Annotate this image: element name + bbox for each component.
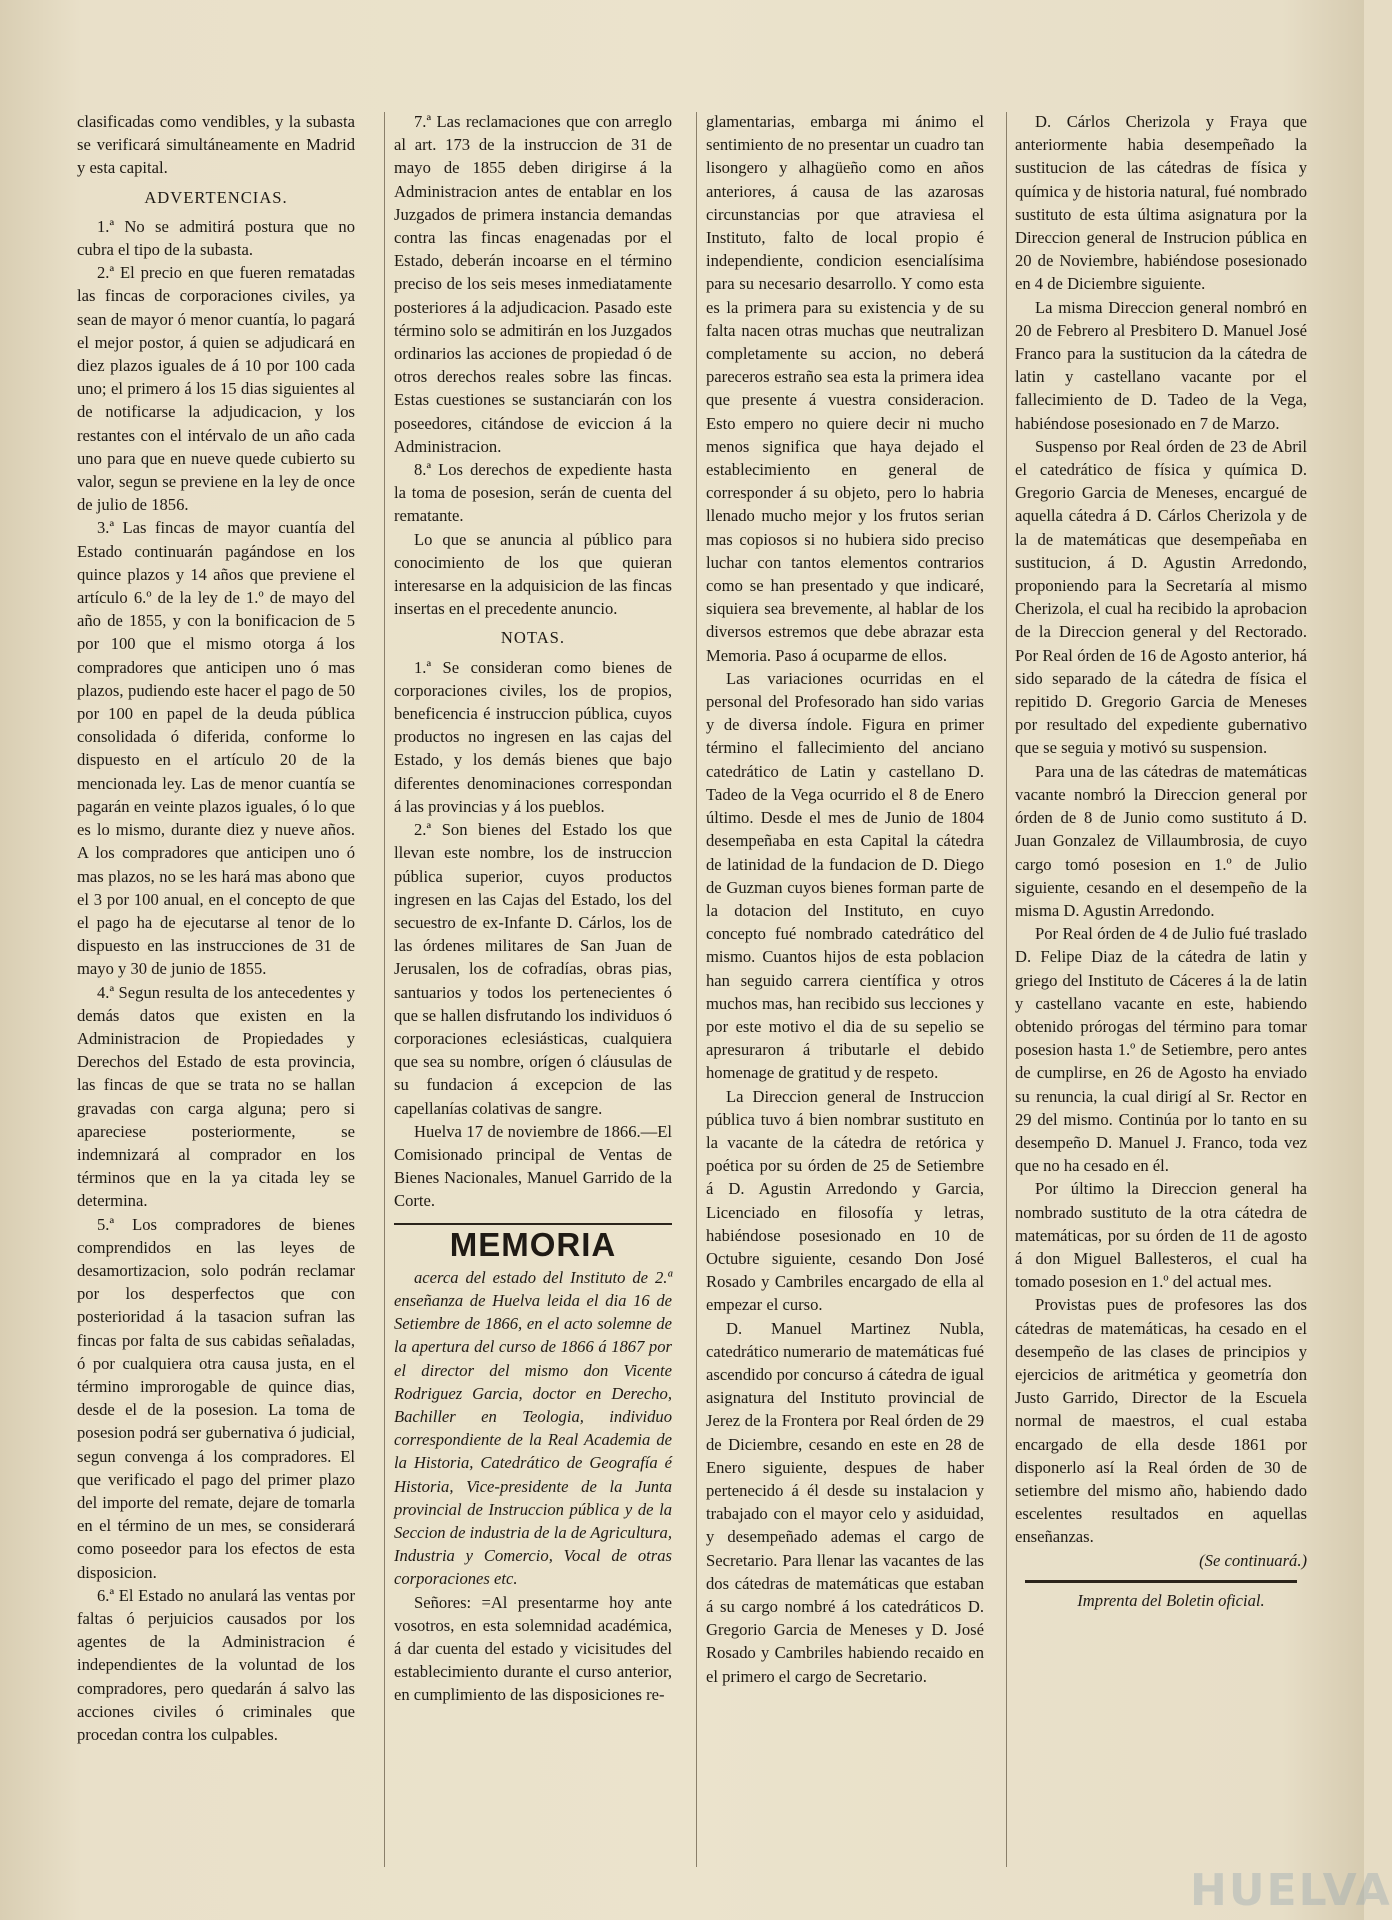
paragraph: 2.ª El precio en que fueren rematadas las fincas de corporaciones civiles, ya sean de mayor ó menor cuantía, lo pagará el mejor postor, á quien se adjudicará en diez plazos iguales de á 10 por 100 cada uno; el primero á los 15 dias siguientes al de notificarse la adjudicacion, y los restantes con el intérvalo de un año cada uno para que en nueve quede cubierto su valor, segun se previene en la ley de once de julio de 1856. xyxy=(77,263,355,515)
paragraph: Señores: =Al presentarme hoy ante vosotros, en esta solemnidad académica, á dar cuenta del estado y vicisitudes del establecimiento durante el curso anterior, en cumplimiento de las disposiciones re- xyxy=(394,1592,672,1705)
watermark: HUELVA xyxy=(1190,1865,1392,1916)
paragraph: Por Real órden de 4 de Julio fué traslado D. Felipe Diaz de la cátedra de latin y griego del Instituto de Cáceres á la de latin y castellano vacante en este, habiendo obtenido prórogas del término para tomar posesion hasta 1.º de Setiembre, pero antes de cumplirse, en 26 de Agosto ha enviado su renuncia, la cual dirigí al Sr. Rector en 29 del mismo. Continúa por lo tanto en su desempeño D. Manuel J. Franco, toda vez que no ha cesado en él. xyxy=(1015,924,1307,1176)
printer-imprint: Imprenta del Boletin oficial. xyxy=(1077,1590,1265,1610)
paragraph: 4.ª Segun resulta de los antecedentes y demás datos que existen en la Administracion de Propiedades y Derechos del Estado de esta provincia, las fincas de que se trata no se hallan gravadas con carga alguna; pero si apareciese posteriormente, se indemnizará al comprador en los términos que en la ya citada ley se determina. xyxy=(77,982,355,1211)
footer-rule xyxy=(1025,1580,1297,1583)
column-rule xyxy=(384,112,385,1867)
memoria-subtitle: acerca del estado del Instituto de 2.ª enseñanza de Huelva leida el dia 16 de Setiembre de 1866, en el acto solemne de la apertura del curso de 1866 á 1867 por el director del mismo don Vicente Rodriguez Garcia, doctor en Derecho, Bachiller en Teologia, individuo correspondiente de la Real Academia de la Historia, Catedrático de Geografía é Historia, Vice-presidente de la Junta provincial de Instruccion pública y de la Seccion de industria de la de Agricultura, Industria y Comercio, Vocal de otras corporaciones etc. xyxy=(394,1267,672,1589)
paragraph: 6.ª El Estado no anulará las ventas por faltas ó perjuicios causados por los agentes de la Administracion é independientes de la voluntad de los compradores, pero quedarán á salvo las acciones civiles ó criminales que procedan contra los culpables. xyxy=(77,1585,355,1745)
paragraph: 3.ª Las fincas de mayor cuantía del Estado continuarán pagándose en los quince plazos y 14 años que previene el artículo 6.º de la ley de 1.º de mayo del año de 1855, y con la bonificacion de 5 por 100 que el mismo otorga á los compradores que anticipen uno ó mas plazos, pudiendo este hacer el pago de 50 por 100 en papel de la deuda pública consolidada ó diferida, conforme lo dispuesto en el artículo 20 de la mencionada ley. Las de menor cuantía se pagarán en veinte plazos iguales, ó lo que es lo mismo, durante diez y nueve años. A los compradores que anticipen uno ó mas plazos, no se les hará mas abono que el 3 por 100 anual, en el concepto de que el pago ha de ejecutarse al tenor de lo dispuesto en las instrucciones de 31 de mayo y 30 de junio de 1855. xyxy=(77,518,355,979)
paragraph: Para una de las cátedras de matemáticas vacante nombró la Direccion general por órden de 8 de Junio como sustituto á D. Juan Gonzalez de Villaumbrosia, de cuyo cargo tomó posesion en 1.º de Julio siguiente, cesando en el desempeño de la misma D. Agustin Arredondo. xyxy=(1015,761,1307,920)
paragraph: D. Manuel Martinez Nubla, catedrático numerario de matemáticas fué ascendido por concurso á cátedra de igual asignatura del Instituto provincial de Jerez de la Frontera por Real órden de 29 de Diciembre, cesando en este en 28 de Enero siguiente, despues de haber pertenecido á él desde su instalacion y trabajado con el mayor celo y asiduidad, y desempeñado ademas el cargo de Secretario. Para llenar las vacantes de las dos cátedras de matemáticas que estaban á su cargo nombré á los catedráticos D. Gregorio Garcia de Meneses y D. José Rosado y Cambriles habiendo recaido en el primero el cargo de Secretario. xyxy=(706,1318,984,1686)
column-4 xyxy=(1015,110,1307,1612)
column-1 xyxy=(77,110,355,1746)
paragraph: Lo que se anuncia al público para conocimiento de los que quieran interesarse en la adquisicion de las fincas insertas en el precedente anuncio. xyxy=(394,529,672,619)
paragraph: glamentarias, embarga mi ánimo el sentimiento de no presentar un cuadro tan lisongero y alhagüeño como en años anteriores, á causa de las azarosas circunstancias por que atraviesa el Instituto, falto de local propio é independiente, condicion esencialísima para su necesario desarrollo. Y como esta es la primera para su existencia y de su falta nacen otras muchas que neutralizan completamente su accion, no deberá pareceros estraño sea esta la primera idea que presente á vuestra consideracion. Esto empero no quiere decir ni mucho menos significa que haya dejado el establecimiento en general de corresponder á su objeto, pero lo habria llenado mucho mejor y los frutos serian mas copiosos si no hubiera sido preciso luchar con tantos elementos contrarios como se han presentado y que indicaré, siquiera sea brevemente, al hablar de los diversos estremos que debe abrazar esta Memoria. Paso á ocuparme de ellos. xyxy=(706,112,984,665)
section-divider xyxy=(394,1223,672,1225)
section-heading-advertencias: ADVERTENCIAS. xyxy=(144,187,288,207)
paragraph: 2.ª Son bienes del Estado los que llevan este nombre, los de instruccion pública superior, cuyos productos ingresen en las Cajas del Estado, los del secuestro de ex-Infante D. Cárlos, los de las órdenes militares de San Juan de Jerusalen, los de cofradías, obras pias, santuarios y todos los pertenecientes ó que se hallen disfrutando los individuos ó corporaciones eclesiásticas, cualquiera que sea su nombre, orígen ó cláusulas de su fundacion á excepcion de las capellanías colativas de sangre. xyxy=(394,820,672,1118)
paragraph: Suspenso por Real órden de 23 de Abril el catedrático de física y química D. Gregorio Garcia de Meneses, encargué de aquella cátedra á D. Cárlos Cherizola y de la de matemáticas que desempeñaba en sustitucion, á D. Agustin Arredondo, proponiendo para la Secretaría al mismo Cherizola, el cual ha recibido la aprobacion de la Direccion general y del Rectorado. Por Real órden de 16 de Agosto anterior, há sido separado de la cátedra de física el repitido D. Gregorio Garcia de Meneses por resultado del expediente gubernativo que se seguia y motivó su suspension. xyxy=(1015,436,1307,758)
continuation-note: (Se continuará.) xyxy=(1199,1550,1307,1570)
paragraph: Provistas pues de profesores las dos cátedras de matemáticas, ha cesado en el desempeño de las clases de principios y ejercicios de aritmética y geometría don Justo Garrido, Director de la Escuela normal de maestros, el cual estaba encargado de ella desde 1861 por disponerlo así la Real órden de 30 de setiembre del mismo año, habiendo dado escelentes resultados en aquellas enseñanzas. xyxy=(1015,1295,1307,1547)
paragraph: La Direccion general de Instruccion pública tuvo á bien nombrar sustituto en la vacante de la cátedra de retórica y poética por su órden de 25 de Setiembre á D. Agustin Arredondo y Garcia, Licenciado en filosofía y letras, habiéndose posesionado en 10 de Octubre siguiente, cesando Don José Rosado y Cambriles encargado de ella al empezar el curso. xyxy=(706,1086,984,1315)
column-rule xyxy=(1006,112,1007,1867)
paragraph: Las variaciones ocurridas en el personal del Profesorado han sido varias y de diversa índole. Figura en primer término el fallecimiento del anciano catedrático de Latin y castellano D. Tadeo de la Vega ocurrido el 8 de Enero último. Desde el mes de Junio de 1804 desempeñaba en esta Capital la cátedra de latinidad de la fundacion de D. Diego de Guzman cuyos bienes forman parte de la dotacion del Instituto, en cuyo concepto fué nombrado catedrático del mismo. Cuantos hijos de esta poblacion han seguido carrera científica y otros muchos mas, han recibido sus lecciones y por este motivo el dia de su sepelio se apresuraron á tributarle el debido homenage de gratitud y de respeto. xyxy=(706,668,984,1083)
column-3 xyxy=(706,110,984,1688)
section-heading-notas: NOTAS. xyxy=(500,628,566,648)
paragraph: D. Cárlos Cherizola y Fraya que anteriormente habia desempeñado la sustitucion de las cátedras de física y química y de historia natural, fué nombrado sustituto de esta última asignatura por la Direccion general de Instrucion pública en 20 de Noviembre, habiéndose posesionado en 4 de Diciembre siguiente. xyxy=(1015,112,1307,294)
paragraph: 5.ª Los compradores de bienes comprendidos en las leyes de desamortizacion, solo podrán reclamar por los desperfectos que con posterioridad á la tasacion sufran las fincas por falta de sus cabidas señaladas, ó por cualquiera otra causa justa, en el término improrogable de quince dias, desde el de la posesion. La toma de posesion podrá ser gubernativa ó judicial, segun convenga á los compradores. El que verificado el pago del primer plazo del importe del remate, dejare de tomarla en el término de un mes, se considerará como poseedor para los efectos de esta disposicion. xyxy=(77,1214,355,1582)
column-rule xyxy=(696,112,697,1867)
paragraph: 7.ª Las reclamaciones que con arreglo al art. 173 de la instruccion de 31 de mayo de 1855 deben dirigirse á la Administracion antes de entablar en los Juzgados de primera instancia demandas contra las fincas enagenadas por el Estado, deberán incoarse en el término preciso de los seis meses inmediatamente posteriores á la adjudicacion. Pasado este término solo se admitirán en los Juzgados ordinarios las acciones de propiedad ó de otros derechos reales sobre las fincas. Estas cuestiones se sustanciarán con los poseedores, citándose de eviccion á la Administracion. xyxy=(394,112,672,456)
memoria-title: MEMORIA xyxy=(449,1225,617,1263)
paragraph: 8.ª Los derechos de expediente hasta la toma de posesion, serán de cuenta del rematante. xyxy=(394,460,672,526)
column-2 xyxy=(394,110,672,1707)
paragraph: clasificadas como vendibles, y la subasta se verificará simultáneamente en Madrid y esta capital. xyxy=(77,112,355,178)
paragraph: La misma Direccion general nombró en 20 de Febrero al Presbitero D. Manuel José Franco para la sustitucion da la cátedra de latin y castellano vacante por el fallecimiento de D. Tadeo de la Vega, habiéndose posesionado en 7 de Marzo. xyxy=(1015,297,1307,433)
signature: Huelva 17 de noviembre de 1866.—El Comisionado principal de Ventas de Bienes Nacionales, Manuel Garrido de la Corte. xyxy=(394,1121,672,1211)
paragraph: 1.ª No se admitirá postura que no cubra el tipo de la subasta. xyxy=(77,216,355,260)
paragraph: Por último la Direccion general ha nombrado sustituto de la otra cátedra de matemáticas, por su órden de 11 de agosto á don Miguel Ballesteros, el cual ha tomado posesion en 1.º del actual mes. xyxy=(1015,1179,1307,1292)
paragraph: 1.ª Se consideran como bienes de corporaciones civiles, los de propios, beneficencia é instruccion pública, cuyos productos no ingresen en las cajas del Estado, y los demás bienes que bajo diferentes denominaciones correspondan á las provincias y á los pueblos. xyxy=(394,657,672,816)
